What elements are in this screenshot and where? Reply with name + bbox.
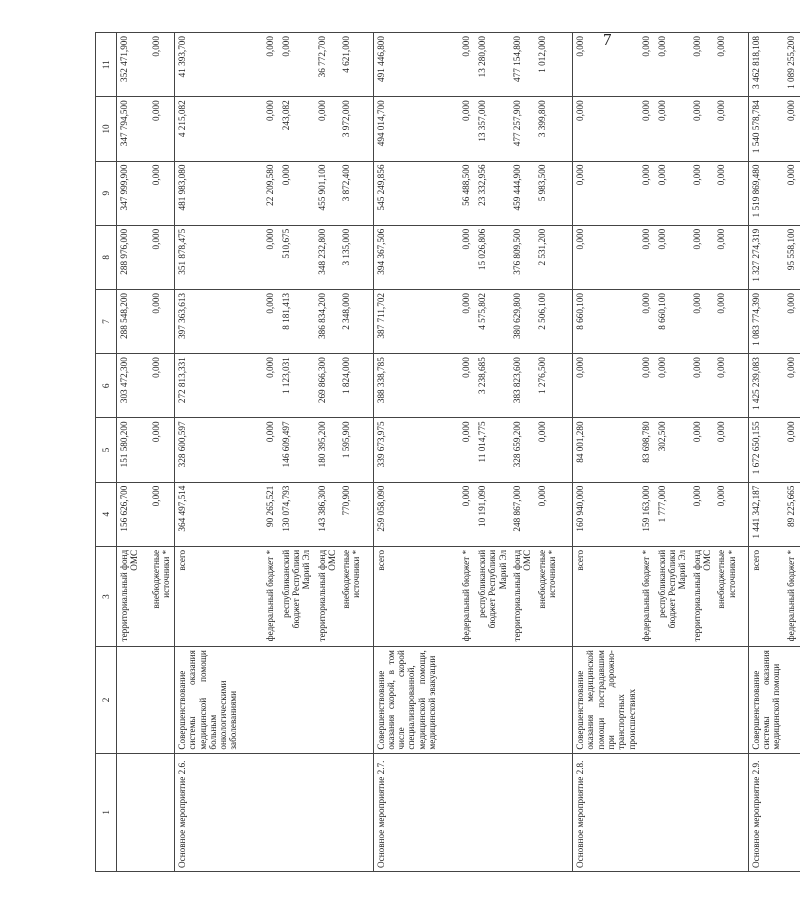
funding-source-cell: всего: [748, 546, 783, 646]
column-header: 4: [96, 482, 117, 546]
table-row: [655, 33, 690, 872]
amount-cell: 0,000: [690, 33, 715, 97]
amount-cell: 41 393,700: [175, 33, 263, 97]
funding-source-cell: внебюджетные источники *: [149, 546, 175, 646]
amount-cell: 3 872,400: [339, 161, 373, 225]
amount-cell: 0,000: [149, 418, 175, 482]
funding-source-cell: всего: [373, 546, 459, 646]
table-row: [279, 33, 315, 872]
amount-cell: 8 660,100: [573, 289, 639, 353]
table-row: [315, 33, 340, 872]
amount-cell: 1 012,000: [535, 33, 573, 97]
amount-cell: 494 014,700: [373, 97, 459, 161]
amount-cell: 0,000: [315, 97, 340, 161]
column-header: 5: [96, 418, 117, 482]
measure-description-cell: [510, 647, 535, 753]
funding-source-cell: территориальный фонд ОМС: [315, 546, 340, 646]
amount-cell: 0,000: [263, 418, 279, 482]
amount-cell: 0,000: [149, 225, 175, 289]
column-header: 8: [96, 225, 117, 289]
amount-cell: 459 444,900: [510, 161, 535, 225]
measure-name-cell: [714, 753, 748, 871]
amount-cell: 347 794,500: [117, 97, 149, 161]
amount-cell: 0,000: [784, 354, 800, 418]
amount-cell: 328 659,200: [510, 418, 535, 482]
amount-cell: 510,675: [279, 225, 315, 289]
amount-cell: 0,000: [263, 289, 279, 353]
measure-description-cell: [459, 647, 475, 753]
measure-name-cell: [690, 753, 715, 871]
amount-cell: 15 026,806: [475, 225, 510, 289]
amount-cell: 455 901,100: [315, 161, 340, 225]
amount-cell: 0,000: [263, 97, 279, 161]
amount-cell: 0,000: [535, 482, 573, 546]
amount-cell: 3 399,800: [535, 97, 573, 161]
amount-cell: 0,000: [714, 418, 748, 482]
amount-cell: 1 083 774,390: [748, 289, 783, 353]
measure-description-cell: Совершенствование системы оказания медицинской помощи больным онкологическими заболеваниями: [175, 647, 263, 753]
measure-name-cell: [639, 753, 655, 871]
amount-cell: 0,000: [714, 161, 748, 225]
measure-name-cell: [339, 753, 373, 871]
amount-cell: 0,000: [690, 354, 715, 418]
funding-table: [95, 32, 800, 872]
funding-source-cell: территориальный фонд ОМС: [117, 546, 149, 646]
amount-cell: 0,000: [655, 97, 690, 161]
amount-cell: 0,000: [690, 289, 715, 353]
table-row: [459, 33, 475, 872]
measure-description-cell: [315, 647, 340, 753]
amount-cell: 1 327 274,319: [748, 225, 783, 289]
measure-description-cell: [475, 647, 510, 753]
measure-description-cell: [149, 647, 175, 753]
funding-source-cell: федеральный бюджет *: [639, 546, 655, 646]
amount-cell: 352 471,900: [117, 33, 149, 97]
amount-cell: 394 367,506: [373, 225, 459, 289]
amount-cell: 0,000: [655, 33, 690, 97]
amount-cell: 0,000: [149, 161, 175, 225]
amount-cell: 1 123,031: [279, 354, 315, 418]
amount-cell: 56 488,500: [459, 161, 475, 225]
amount-cell: 0,000: [459, 418, 475, 482]
page-number: 7: [603, 30, 612, 49]
amount-cell: 1 425 239,083: [748, 354, 783, 418]
measure-name-cell: [315, 753, 340, 871]
amount-cell: 13 280,000: [475, 33, 510, 97]
amount-cell: 0,000: [639, 225, 655, 289]
amount-cell: 0,000: [714, 289, 748, 353]
amount-cell: 0,000: [655, 225, 690, 289]
amount-cell: 159 163,000: [639, 482, 655, 546]
funding-source-cell: республиканский бюджет Республики Марий Эл: [655, 546, 690, 646]
amount-cell: 0,000: [714, 354, 748, 418]
amount-cell: 180 395,200: [315, 418, 340, 482]
amount-cell: 4 575,802: [475, 289, 510, 353]
amount-cell: 1 595,900: [339, 418, 373, 482]
amount-cell: 288 976,000: [117, 225, 149, 289]
table-row: [639, 33, 655, 872]
column-header: 7: [96, 289, 117, 353]
column-header: 1: [96, 753, 117, 871]
measure-description-cell: Совершенствование системы оказания медицинской помощи: [748, 647, 783, 753]
amount-cell: 151 580,200: [117, 418, 149, 482]
amount-cell: 0,000: [459, 97, 475, 161]
amount-cell: 36 772,700: [315, 33, 340, 97]
amount-cell: 259 058,090: [373, 482, 459, 546]
column-header: 3: [96, 546, 117, 646]
amount-cell: 0,000: [690, 225, 715, 289]
amount-cell: 13 357,000: [475, 97, 510, 161]
amount-cell: 481 983,080: [175, 161, 263, 225]
measure-name-cell: Основное мероприятие 2.6.: [175, 753, 263, 871]
column-header: 9: [96, 161, 117, 225]
rotated-table-container: [95, 32, 796, 872]
amount-cell: 0,000: [149, 482, 175, 546]
amount-cell: 364 497,514: [175, 482, 263, 546]
amount-cell: 4 621,000: [339, 33, 373, 97]
amount-cell: 388 338,785: [373, 354, 459, 418]
amount-cell: 0,000: [714, 482, 748, 546]
amount-cell: 1 672 650,155: [748, 418, 783, 482]
amount-cell: 3 972,000: [339, 97, 373, 161]
measure-description-cell: [339, 647, 373, 753]
amount-cell: 545 249,856: [373, 161, 459, 225]
funding-source-cell: всего: [175, 546, 263, 646]
amount-cell: 0,000: [263, 354, 279, 418]
amount-cell: 156 626,700: [117, 482, 149, 546]
amount-cell: 10 191,090: [475, 482, 510, 546]
amount-cell: 347 999,900: [117, 161, 149, 225]
amount-cell: 0,000: [459, 225, 475, 289]
amount-cell: 3 462 818,108: [748, 33, 783, 97]
amount-cell: 248 867,000: [510, 482, 535, 546]
amount-cell: 288 548,200: [117, 289, 149, 353]
funding-source-cell: внебюджетные источники *: [535, 546, 573, 646]
amount-cell: 0,000: [714, 97, 748, 161]
column-header: 11: [96, 33, 117, 97]
measure-description-cell: [263, 647, 279, 753]
funding-source-cell: территориальный фонд ОМС: [510, 546, 535, 646]
amount-cell: 0,000: [639, 33, 655, 97]
measure-description-cell: [784, 647, 800, 753]
amount-cell: 3 135,000: [339, 225, 373, 289]
measure-description-cell: [279, 647, 315, 753]
amount-cell: 0,000: [784, 418, 800, 482]
amount-cell: 2 506,100: [535, 289, 573, 353]
amount-cell: 0,000: [263, 225, 279, 289]
measure-name-cell: [475, 753, 510, 871]
amount-cell: 0,000: [573, 354, 639, 418]
table-row: [263, 33, 279, 872]
amount-cell: 0,000: [655, 161, 690, 225]
amount-cell: 0,000: [279, 161, 315, 225]
amount-cell: 0,000: [459, 33, 475, 97]
header-row: [96, 33, 117, 872]
measure-description-cell: [690, 647, 715, 753]
amount-cell: 0,000: [573, 97, 639, 161]
table-row: [535, 33, 573, 872]
amount-cell: 302,500: [655, 418, 690, 482]
amount-cell: 0,000: [149, 289, 175, 353]
column-header: 2: [96, 647, 117, 753]
funding-source-cell: территориальный фонд ОМС: [690, 546, 715, 646]
amount-cell: 1 824,000: [339, 354, 373, 418]
amount-cell: 83 698,780: [639, 418, 655, 482]
amount-cell: 0,000: [459, 482, 475, 546]
funding-source-cell: республиканский бюджет Республики Марий Эл: [279, 546, 315, 646]
funding-source-cell: республиканский бюджет Республики Марий Эл: [475, 546, 510, 646]
amount-cell: 0,000: [714, 33, 748, 97]
table-row: [714, 33, 748, 872]
table-row: [475, 33, 510, 872]
amount-cell: 3 238,685: [475, 354, 510, 418]
amount-cell: 477 257,900: [510, 97, 535, 161]
amount-cell: 0,000: [690, 161, 715, 225]
table-row: [784, 33, 800, 872]
measure-description-cell: [655, 647, 690, 753]
amount-cell: 0,000: [655, 354, 690, 418]
funding-source-cell: внебюджетные источники *: [339, 546, 373, 646]
amount-cell: 477 154,800: [510, 33, 535, 97]
amount-cell: 0,000: [149, 33, 175, 97]
amount-cell: 89 225,665: [784, 482, 800, 546]
amount-cell: 1 777,000: [655, 482, 690, 546]
funding-source-cell: федеральный бюджет *: [263, 546, 279, 646]
amount-cell: 8 660,100: [655, 289, 690, 353]
amount-cell: 0,000: [149, 97, 175, 161]
amount-cell: 0,000: [263, 33, 279, 97]
amount-cell: 130 074,793: [279, 482, 315, 546]
measure-description-cell: Совершенствование оказания медицинской помощи пострадавшим при дорожно-транспортных происшествиях: [573, 647, 639, 753]
amount-cell: 0,000: [149, 354, 175, 418]
amount-cell: 0,000: [639, 97, 655, 161]
amount-cell: 0,000: [639, 354, 655, 418]
amount-cell: 0,000: [784, 161, 800, 225]
measure-name-cell: [263, 753, 279, 871]
amount-cell: 351 878,475: [175, 225, 263, 289]
amount-cell: 0,000: [573, 225, 639, 289]
amount-cell: 8 181,413: [279, 289, 315, 353]
amount-cell: 303 472,300: [117, 354, 149, 418]
measure-name-cell: Основное мероприятие 2.7.: [373, 753, 459, 871]
amount-cell: 0,000: [639, 161, 655, 225]
measure-description-cell: [117, 647, 149, 753]
measure-name-cell: Основное мероприятие 2.9.: [748, 753, 783, 871]
amount-cell: 0,000: [784, 289, 800, 353]
amount-cell: 1 276,500: [535, 354, 573, 418]
amount-cell: 90 265,521: [263, 482, 279, 546]
table-row: [510, 33, 535, 872]
amount-cell: 1 540 578,784: [748, 97, 783, 161]
amount-cell: 376 809,500: [510, 225, 535, 289]
measure-name-cell: [459, 753, 475, 871]
amount-cell: 380 629,800: [510, 289, 535, 353]
amount-cell: 397 363,613: [175, 289, 263, 353]
amount-cell: 11 014,775: [475, 418, 510, 482]
table-row: [339, 33, 373, 872]
amount-cell: 0,000: [573, 161, 639, 225]
measure-description-cell: [535, 647, 573, 753]
amount-cell: 23 332,956: [475, 161, 510, 225]
amount-cell: 0,000: [639, 289, 655, 353]
measure-name-cell: [535, 753, 573, 871]
amount-cell: 146 609,497: [279, 418, 315, 482]
table-row: [117, 33, 149, 872]
amount-cell: 272 813,331: [175, 354, 263, 418]
amount-cell: 243,082: [279, 97, 315, 161]
amount-cell: 328 600,597: [175, 418, 263, 482]
amount-cell: 1 089 255,200: [784, 33, 800, 97]
measure-name-cell: [655, 753, 690, 871]
measure-description-cell: [639, 647, 655, 753]
amount-cell: 0,000: [535, 418, 573, 482]
amount-cell: 0,000: [459, 289, 475, 353]
amount-cell: 0,000: [714, 225, 748, 289]
table-row: [373, 33, 459, 872]
table-row: [573, 33, 639, 872]
amount-cell: 1 519 869,480: [748, 161, 783, 225]
amount-cell: 770,900: [339, 482, 373, 546]
funding-source-cell: всего: [573, 546, 639, 646]
amount-cell: 387 711,702: [373, 289, 459, 353]
measure-name-cell: [149, 753, 175, 871]
amount-cell: 491 446,800: [373, 33, 459, 97]
amount-cell: 2 531,200: [535, 225, 573, 289]
amount-cell: 339 673,975: [373, 418, 459, 482]
amount-cell: 143 386,300: [315, 482, 340, 546]
amount-cell: 0,000: [784, 97, 800, 161]
funding-source-cell: федеральный бюджет *: [784, 546, 800, 646]
funding-source-cell: внебюджетные источники *: [714, 546, 748, 646]
amount-cell: 22 209,580: [263, 161, 279, 225]
measure-name-cell: [510, 753, 535, 871]
amount-cell: 2 348,000: [339, 289, 373, 353]
table-row: [175, 33, 263, 872]
amount-cell: 386 834,200: [315, 289, 340, 353]
amount-cell: 4 215,082: [175, 97, 263, 161]
table-row: [149, 33, 175, 872]
amount-cell: 5 983,500: [535, 161, 573, 225]
measure-name-cell: Основное мероприятие 2.8.: [573, 753, 639, 871]
funding-source-cell: федеральный бюджет *: [459, 546, 475, 646]
amount-cell: 84 001,280: [573, 418, 639, 482]
amount-cell: 0,000: [573, 33, 639, 97]
measure-name-cell: [784, 753, 800, 871]
amount-cell: 0,000: [459, 354, 475, 418]
amount-cell: 348 232,800: [315, 225, 340, 289]
table-row: [748, 33, 783, 872]
amount-cell: 0,000: [690, 482, 715, 546]
amount-cell: 160 940,000: [573, 482, 639, 546]
amount-cell: 0,000: [690, 97, 715, 161]
table-row: [690, 33, 715, 872]
amount-cell: 95 558,100: [784, 225, 800, 289]
column-header: 6: [96, 354, 117, 418]
amount-cell: 269 866,300: [315, 354, 340, 418]
measure-name-cell: [117, 753, 149, 871]
measure-name-cell: [279, 753, 315, 871]
column-header: 10: [96, 97, 117, 161]
amount-cell: 383 823,600: [510, 354, 535, 418]
amount-cell: 1 441 342,187: [748, 482, 783, 546]
amount-cell: 0,000: [279, 33, 315, 97]
amount-cell: 0,000: [690, 418, 715, 482]
measure-description-cell: [714, 647, 748, 753]
measure-description-cell: Совершенствование оказания скорой, в том числе скорой специализированной, медицинской помощи, медицинской эвакуации: [373, 647, 459, 753]
